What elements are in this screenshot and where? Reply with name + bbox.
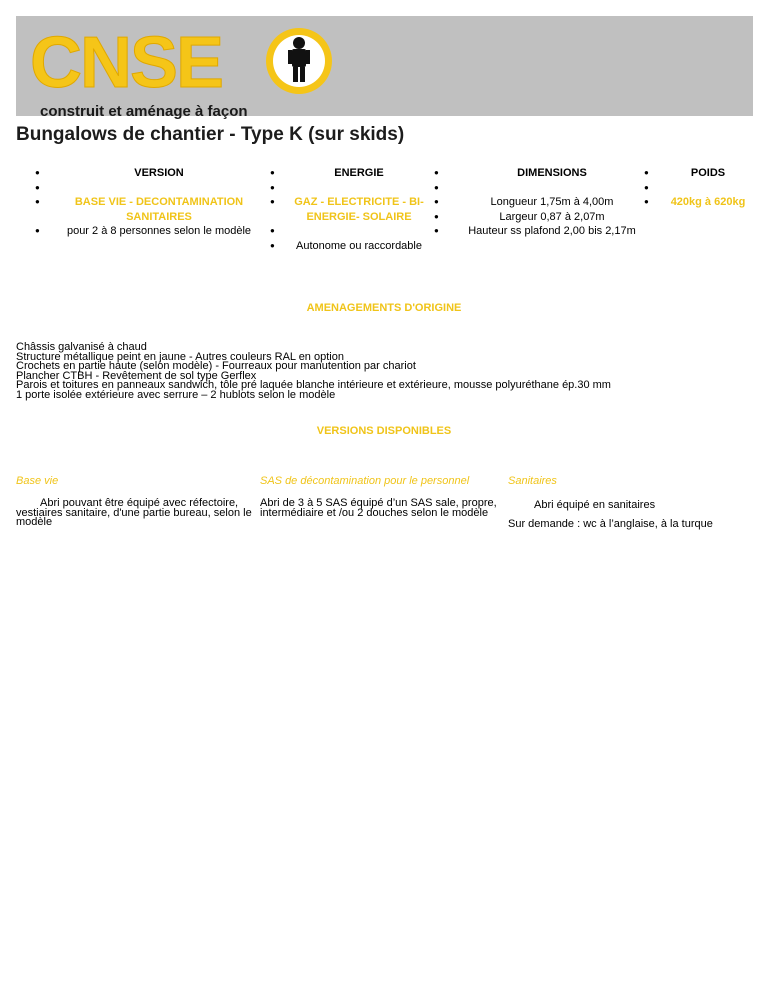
- amenagement-line: Plancher CTBH - Revêtement de sol type Gerflex: [16, 369, 257, 382]
- dimensions-column: [438, 166, 646, 239]
- poids-heading: ● POIDS: [648, 166, 758, 181]
- sas-title: SAS de décontamination pour le personnel: [260, 475, 470, 487]
- energie-heading: ● ENERGIE: [274, 166, 434, 181]
- version-column: [38, 166, 260, 239]
- base-vie-text: Abri pouvant être équipé avec réfectoire, vestiaires sanitaire, d'une partie bureau, selon le modèle: [16, 497, 252, 528]
- svg-text:CNSE: CNSE: [30, 23, 223, 103]
- sas-text: Abri de 3 à 5 SAS équipé d’un SAS sale, propre, intermédiaire et /ou 2 douches selon le modèle: [260, 497, 497, 519]
- version-detail: ● pour 2 à 8 personnes selon le modèle: [38, 224, 260, 239]
- sas-block: [260, 475, 508, 518]
- base-vie-block: [16, 475, 261, 528]
- amenagement-line: 1 porte isolée extérieure avec serrure – 2 hublots selon le modèle: [16, 388, 336, 401]
- energie-column: [274, 166, 434, 253]
- amenagement-line: Châssis galvanisé à chaud: [16, 341, 147, 353]
- sanitaires-block: [508, 475, 753, 531]
- energie-highlight: ● GAZ - ELECTRICITE - BI-ENERGIE- SOLAIRE: [274, 195, 434, 224]
- version-highlight: ● BASE VIE - DECONTAMINATION SANITAIRES: [38, 195, 260, 224]
- spacer-bullet: [274, 224, 434, 239]
- amenagements-list: [16, 343, 611, 400]
- spacer-bullet: [274, 181, 434, 196]
- dimensions-heading: ● DIMENSIONS: [438, 166, 646, 181]
- amenagement-line: Parois et toitures en panneaux sandwich, tôle pré laquée blanche intérieure et extérieure, mousse polyuréthane ép.30 mm: [16, 379, 611, 391]
- sanitaires-text-1: Abri équipé en sanitaires: [534, 499, 656, 511]
- spacer-bullet: [38, 181, 260, 196]
- spacer-bullet: [438, 181, 646, 196]
- sanitaires-text-2: Sur demande : wc à l’anglaise, à la turque: [508, 518, 713, 530]
- cnse-logo: [16, 16, 346, 116]
- base-vie-title: Base vie: [16, 475, 59, 487]
- versions-heading: VERSIONS DISPONIBLES: [316, 425, 452, 437]
- amenagement-line: Crochets en partie haute (selon modèle) - Fourreaux pour manutention par chariot: [16, 360, 416, 372]
- page-title: Bungalows de chantier - Type K (sur skids): [16, 124, 405, 145]
- amenagements-heading: AMENAGEMENTS D'ORIGINE: [306, 302, 462, 314]
- spacer-bullet: [648, 181, 758, 196]
- header-banner: [16, 16, 753, 120]
- energie-detail: ● Autonome ou raccordable: [274, 239, 434, 254]
- sanitaires-title: Sanitaires: [508, 475, 557, 487]
- logo-tagline: construit et aménage à façon: [40, 103, 248, 120]
- dimension-hauteur: ● Hauteur ss plafond 2,00 bis 2,17m: [438, 224, 646, 239]
- poids-column: [648, 166, 758, 210]
- dimension-largeur: ● Largeur 0,87 à 2,07m: [438, 210, 646, 225]
- amenagement-line: Structure métallique peint en jaune - Autres couleurs RAL en option: [16, 350, 344, 363]
- poids-value: ● 420kg à 620kg: [648, 195, 758, 210]
- version-heading: ● VERSION: [38, 166, 260, 181]
- dimension-longueur: ● Longueur 1,75m à 4,00m: [438, 195, 646, 210]
